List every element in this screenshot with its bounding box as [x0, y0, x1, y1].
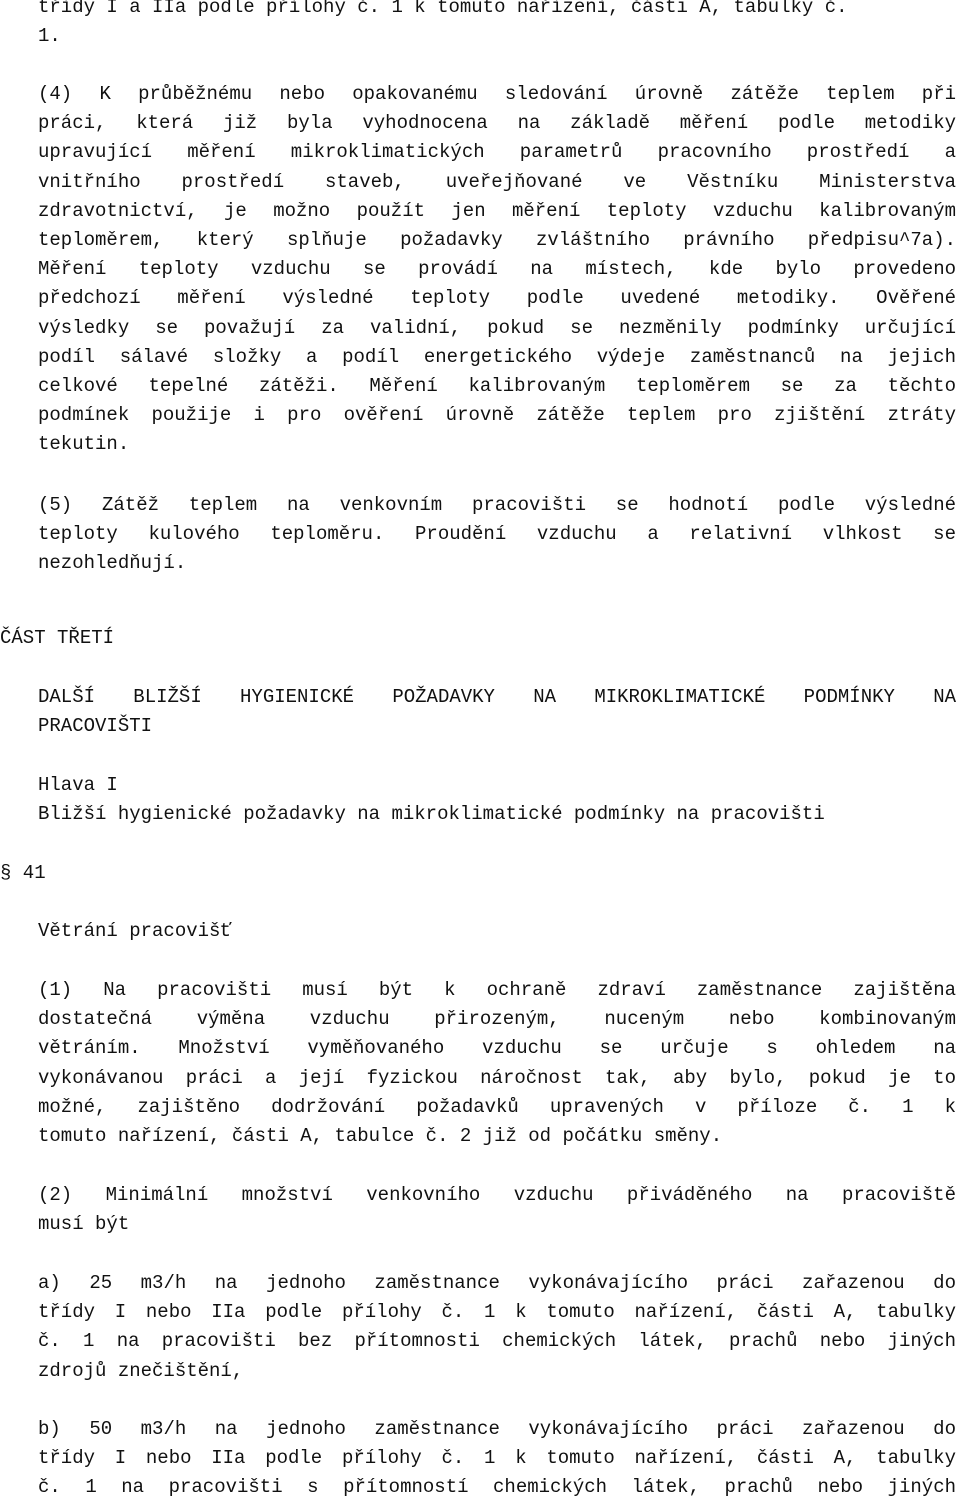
text-line: zdrojů znečištění,: [38, 1359, 244, 1382]
text-line: Měření teploty vzduchu se provádí na místech, kde bylo provedeno: [38, 258, 956, 281]
text-line: b) 50 m3/h na jednoho zaměstnance vykonávajícího práci zařazenou do: [38, 1418, 956, 1440]
text-line: (4) K průběžnému nebo opakovanému sledování úrovně zátěže teplem při: [38, 83, 956, 105]
top-fragment: [38, 0, 848, 51]
text-line: dostatečná výměna vzduchu přirozeným, nuceným nebo kombinovaným: [38, 1008, 956, 1031]
text-line: tekutin.: [38, 433, 130, 456]
section-number: § 41: [0, 862, 46, 884]
section-41-paragraph-1: [38, 976, 956, 1151]
text-line: teploměrem, který splňuje požadavky zvláštního právního předpisu^7a).: [38, 228, 956, 251]
text-line: třídy I a IIa podle přílohy č. 1 k tomuto nařízení, části A, tabulky č.: [38, 0, 848, 18]
text-line: třídy I nebo IIa podle přílohy č. 1 k tomuto nařízení, části A, tabulky: [38, 1301, 956, 1324]
text-line: a) 25 m3/h na jednoho zaměstnance vykonávajícího práci zařazenou do: [38, 1272, 956, 1294]
list-item-a: [38, 1269, 956, 1386]
text-line: (2) Minimální množství venkovního vzduchu přiváděného na pracoviště: [38, 1184, 956, 1206]
text-line: celkové tepelné zátěži. Měření kalibrovaným teploměrem se za těchto: [38, 374, 956, 397]
text-line: (1) Na pracovišti musí být k ochraně zdraví zaměstnance zajištěna: [38, 979, 956, 1001]
text-line: upravující měření mikroklimatických parametrů pracovního prostředí a: [38, 141, 956, 164]
text-line: DALŠÍ BLIŽŠÍ HYGIENICKÉ POŽADAVKY NA MIKROKLIMATICKÉ PODMÍNKY NA: [38, 686, 956, 708]
text-line: nezohledňují.: [38, 552, 187, 575]
list-item-b: [38, 1415, 956, 1503]
section-title: Větrání pracovišť: [38, 920, 232, 942]
text-line: podmínek použije i pro ověření úrovně zátěže teplem pro zjištění ztráty: [38, 404, 956, 427]
text-line: předchozí měření výsledné teploty podle uvedené metodiky. Ověřené: [38, 287, 956, 310]
part-heading: ČÁST TŘETÍ: [0, 627, 115, 649]
text-line: musí být: [38, 1213, 130, 1236]
text-line: PRACOVIŠTI: [38, 715, 153, 738]
paragraph-4: [38, 80, 956, 459]
text-line: č. 1 na pracovišti s přítomností chemických látek, prachů nebo jiných: [38, 1476, 956, 1499]
text-line: větráním. Množství vyměňovaného vzduchu se určuje s ohledem na: [38, 1037, 956, 1060]
text-line: 1.: [38, 25, 61, 48]
text-line: teploty kulového teploměru. Proudění vzduchu a relativní vlhkost se: [38, 523, 956, 546]
text-line: vnitřního prostředí staveb, uveřejňované ve Věstníku Ministerstva: [38, 170, 956, 193]
text-line: práci, která již byla vyhodnocena na základě měření podle metodiky: [38, 112, 956, 135]
section-41-paragraph-2: [38, 1181, 956, 1239]
chapter-label: Hlava I: [38, 774, 118, 796]
paragraph-5: [38, 491, 956, 579]
text-line: třídy I nebo IIa podle přílohy č. 1 k tomuto nařízení, části A, tabulky: [38, 1447, 956, 1470]
text-line: možné, zajištěno dodržování požadavků upravených v příloze č. 1 k: [38, 1095, 956, 1118]
text-line: zdravotnictví, je možno použít jen měření teploty vzduchu kalibrovaným: [38, 199, 956, 222]
part-title: [38, 683, 956, 741]
text-line: vykonávanou práci a její fyzickou náročnost tak, aby bylo, pokud je to: [38, 1066, 956, 1089]
text-line: (5) Zátěž teplem na venkovním pracovišti se hodnotí podle výsledné: [38, 494, 956, 516]
text-line: výsledky se považují za validní, pokud se nezměnily podmínky určující: [38, 316, 956, 339]
text-line: č. 1 na pracovišti bez přítomnosti chemických látek, prachů nebo jiných: [38, 1330, 956, 1353]
text-line: tomuto nařízení, části A, tabulce č. 2 již od počátku směny.: [38, 1124, 723, 1147]
text-line: podíl sálavé složky a podíl energetického výdeje zaměstnanců na jejich: [38, 345, 956, 368]
chapter-title: Bližší hygienické požadavky na mikroklimatické podmínky na pracovišti: [38, 803, 825, 825]
